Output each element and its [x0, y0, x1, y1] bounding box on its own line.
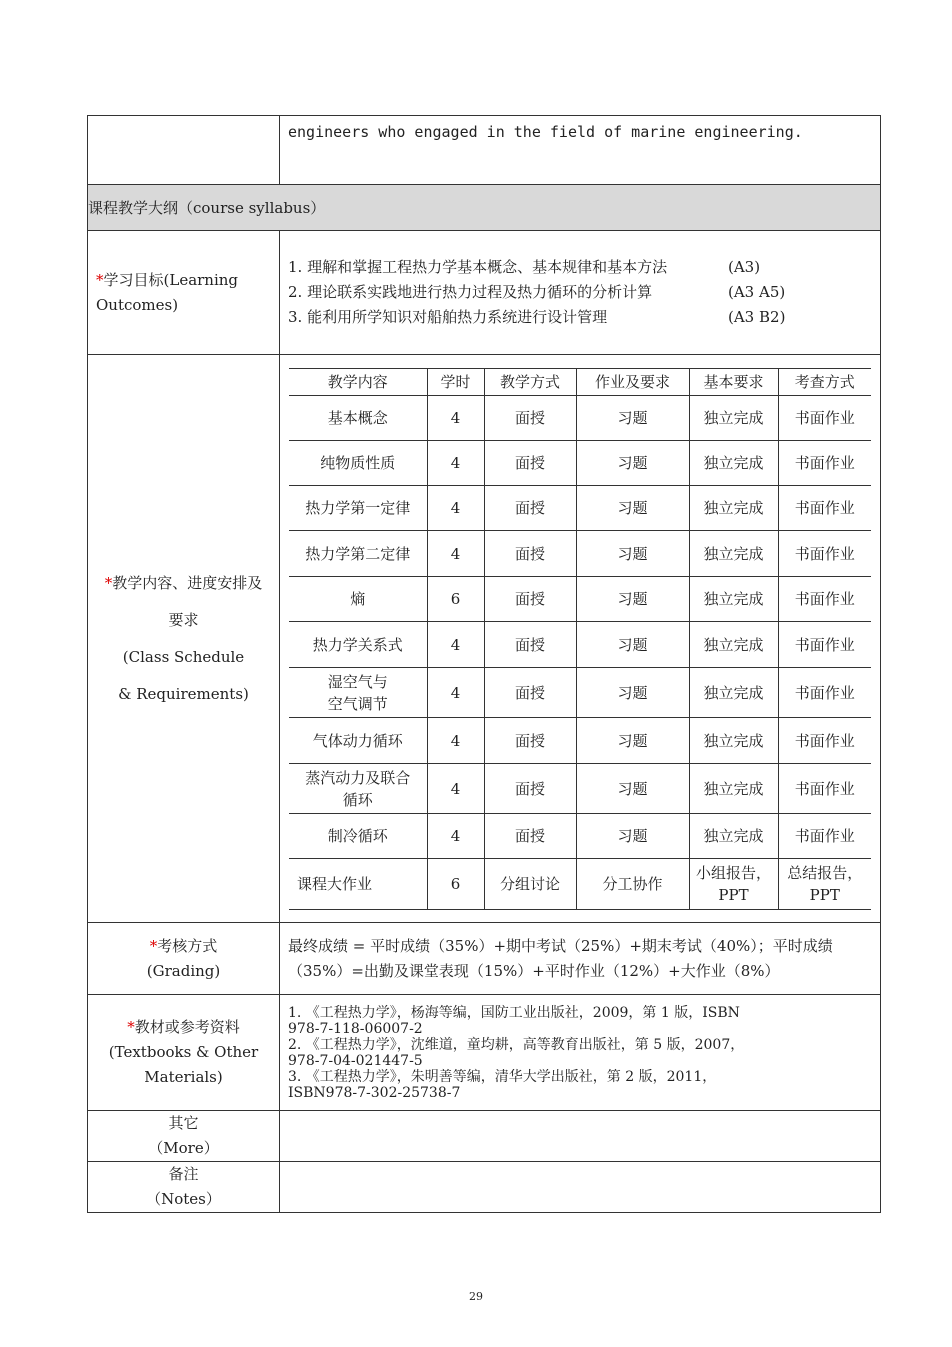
outcome-code: (A3 B2) [728, 308, 786, 326]
material-line: ISBN978-7-302-25738-7 [288, 1084, 461, 1101]
schedule-cell-value: 4 [427, 396, 484, 441]
schedule-cell-value: 书面作业 [778, 764, 871, 814]
schedule-cell-value: 独立完成 [689, 668, 778, 718]
schedule-cell-value: 制冷循环 [289, 814, 427, 859]
schedule-cell-value: 书面作业 [778, 668, 871, 718]
material-line: 978-7-118-06007-2 [288, 1020, 423, 1037]
notes-label [88, 1162, 280, 1213]
schedule-cell-value: 书面作业 [778, 622, 871, 668]
schedule-cell-value: 基本概念 [289, 396, 427, 441]
schedule-cell-value: 4 [427, 622, 484, 668]
materials-cell [280, 995, 881, 1111]
schedule-label-line4: & Requirements) [118, 684, 249, 703]
schedule-cell-value: 书面作业 [778, 814, 871, 859]
schedule-cell-value: 独立完成 [689, 764, 778, 814]
outcome-code: (A3 A5) [728, 283, 786, 301]
schedule-cell-value: 书面作业 [778, 577, 871, 622]
schedule-cell-value: 小组报告， PPT [689, 859, 778, 910]
schedule-cell-value: 4 [427, 441, 484, 486]
notes-cell [280, 1162, 881, 1213]
schedule-cell-value: 独立完成 [689, 441, 778, 486]
schedule-cell [280, 355, 881, 923]
schedule-cell-value: 课程大作业 [289, 859, 427, 910]
schedule-cell-value: 6 [427, 859, 484, 910]
schedule-cell-value: 习题 [576, 622, 689, 668]
learning-outcomes-label-line1: 学习目标(Learning [103, 270, 239, 289]
schedule-cell-value: 4 [427, 531, 484, 577]
outcome-code: (A3) [728, 258, 761, 276]
outcome-text: 1. 理解和掌握工程热力学基本概念、基本规律和基本方法 [288, 258, 668, 276]
materials-label-line1: 教材或参考资料 [134, 1018, 240, 1036]
page-number: 29 [469, 1290, 483, 1303]
schedule-cell-value: 习题 [576, 668, 689, 718]
schedule-cell-value: 4 [427, 718, 484, 764]
schedule-cell-value: 纯物质性质 [289, 441, 427, 486]
schedule-cell-value: 分工协作 [576, 859, 689, 910]
table-row [289, 396, 871, 441]
schedule-cell-value: 4 [427, 764, 484, 814]
grading-cell [280, 923, 881, 995]
schedule-cell-value: 习题 [576, 577, 689, 622]
schedule-header-cell: 教学内容 [289, 369, 427, 396]
grading-label-line1: 考核方式 [157, 936, 218, 955]
table-row [289, 486, 871, 531]
schedule-cell-value: 习题 [576, 764, 689, 814]
schedule-cell-value: 蒸汽动力及联合 循环 [289, 764, 427, 814]
top-left-empty [88, 116, 280, 185]
notes-label-line2: （Notes） [146, 1190, 221, 1208]
schedule-cell-value: 6 [427, 577, 484, 622]
schedule-cell-value: 独立完成 [689, 718, 778, 764]
schedule-cell-value: 面授 [484, 441, 576, 486]
schedule-cell-value: 习题 [576, 441, 689, 486]
schedule-cell-value: 总结报告， PPT [778, 859, 871, 910]
more-label-line1: 其它 [168, 1114, 199, 1132]
schedule-cell-value: 湿空气与 空气调节 [289, 668, 427, 718]
schedule-header-row [289, 369, 871, 396]
material-line: 1. 《工程热力学》，杨海等编，国防工业出版社，2009，第 1 版，ISBN [288, 1004, 740, 1021]
schedule-cell-value: 独立完成 [689, 814, 778, 859]
schedule-label-line3: (Class Schedule [122, 647, 245, 666]
table-row [289, 859, 871, 910]
schedule-label-line2: 要求 [168, 610, 199, 629]
table-row [289, 441, 871, 486]
schedule-cell-value: 习题 [576, 814, 689, 859]
schedule-header-cell: 教学方式 [484, 369, 576, 396]
schedule-cell-value: 独立完成 [689, 531, 778, 577]
required-star: * [149, 936, 158, 955]
schedule-cell-value: 热力学关系式 [289, 622, 427, 668]
top-row-text: engineers who engaged in the field of marine engineering. [288, 123, 803, 141]
table-row [289, 622, 871, 668]
materials-list [280, 1005, 880, 1101]
learning-outcomes-label-line2: Outcomes) [96, 295, 179, 314]
outcome-item [288, 280, 872, 305]
syllabus-table [87, 115, 881, 1213]
schedule-cell-value: 面授 [484, 814, 576, 859]
schedule-cell-value: 独立完成 [689, 396, 778, 441]
learning-outcomes-cell [280, 231, 881, 355]
schedule-cell-value: 独立完成 [689, 622, 778, 668]
schedule-cell-value: 4 [427, 486, 484, 531]
schedule-header-cell: 基本要求 [689, 369, 778, 396]
schedule-cell-value: 面授 [484, 486, 576, 531]
schedule-cell-value: 书面作业 [778, 531, 871, 577]
more-label-line2: （More） [148, 1139, 219, 1157]
required-star: * [96, 270, 104, 289]
schedule-cell-value: 面授 [484, 668, 576, 718]
schedule-cell-value: 热力学第一定律 [289, 486, 427, 531]
outcome-text: 3. 能利用所学知识对船舶热力系统进行设计管理 [288, 308, 608, 326]
materials-label [88, 995, 280, 1111]
schedule-cell-value: 面授 [484, 764, 576, 814]
schedule-cell-value: 气体动力循环 [289, 718, 427, 764]
more-label [88, 1111, 280, 1162]
table-row [289, 718, 871, 764]
schedule-cell-value: 独立完成 [689, 486, 778, 531]
schedule-label [88, 355, 280, 923]
schedule-cell-value: 习题 [576, 486, 689, 531]
schedule-header-cell: 考查方式 [778, 369, 871, 396]
schedule-cell-value: 面授 [484, 531, 576, 577]
schedule-cell-value: 书面作业 [778, 718, 871, 764]
grading-label [88, 923, 280, 995]
outcome-item [288, 255, 872, 280]
schedule-cell-value: 面授 [484, 577, 576, 622]
schedule-cell-value: 4 [427, 814, 484, 859]
schedule-cell-value: 面授 [484, 396, 576, 441]
material-line: 978-7-04-021447-5 [288, 1052, 423, 1069]
schedule-cell-value: 习题 [576, 718, 689, 764]
more-cell [280, 1111, 881, 1162]
schedule-cell-value: 热力学第二定律 [289, 531, 427, 577]
schedule-header-cell: 作业及要求 [576, 369, 689, 396]
table-row [289, 814, 871, 859]
materials-label-line3: Materials) [144, 1068, 223, 1086]
syllabus-header-text: 课程教学大纲（course syllabus） [88, 199, 326, 217]
material-line: 3. 《工程热力学》，朱明善等编，清华大学出版社，第 2 版，2011， [288, 1068, 717, 1085]
outcome-text: 2. 理论联系实践地进行热力过程及热力循环的分析计算 [288, 283, 653, 301]
schedule-cell-value: 面授 [484, 718, 576, 764]
notes-label-line1: 备注 [168, 1165, 199, 1183]
schedule-label-line1: 教学内容、进度安排及 [112, 573, 263, 592]
schedule-cell-value: 书面作业 [778, 441, 871, 486]
schedule-cell-value: 书面作业 [778, 396, 871, 441]
schedule-cell-value: 4 [427, 668, 484, 718]
table-row [289, 764, 871, 814]
schedule-table [289, 368, 871, 910]
schedule-header-cell: 学时 [427, 369, 484, 396]
schedule-cell-value: 习题 [576, 396, 689, 441]
table-row [289, 577, 871, 622]
schedule-cell-value: 面授 [484, 622, 576, 668]
grading-line1: 最终成绩 = 平时成绩（35%）+期中考试（25%）+期末考试（40%）；平时成绩 [288, 936, 833, 955]
materials-label-line2: (Textbooks & Other [108, 1043, 259, 1061]
grading-label-line2: (Grading) [146, 961, 221, 980]
syllabus-header [88, 185, 881, 231]
table-row [289, 531, 871, 577]
outcome-item [288, 305, 872, 330]
learning-outcomes-list [280, 255, 880, 330]
required-star: * [127, 1018, 135, 1036]
schedule-cell-value: 熵 [289, 577, 427, 622]
schedule-cell-value: 分组讨论 [484, 859, 576, 910]
material-line: 2. 《工程热力学》，沈维道，童均耕，高等教育出版社，第 5 版，2007， [288, 1036, 745, 1053]
table-row [289, 668, 871, 718]
schedule-cell-value: 书面作业 [778, 486, 871, 531]
schedule-cell-value: 独立完成 [689, 577, 778, 622]
schedule-cell-value: 习题 [576, 531, 689, 577]
grading-line2: （35%）=出勤及课堂表现（15%）+平时作业（12%）+大作业（8%） [288, 961, 780, 980]
learning-outcomes-label [88, 231, 280, 355]
required-star: * [104, 573, 113, 592]
top-right-cell [280, 116, 881, 185]
